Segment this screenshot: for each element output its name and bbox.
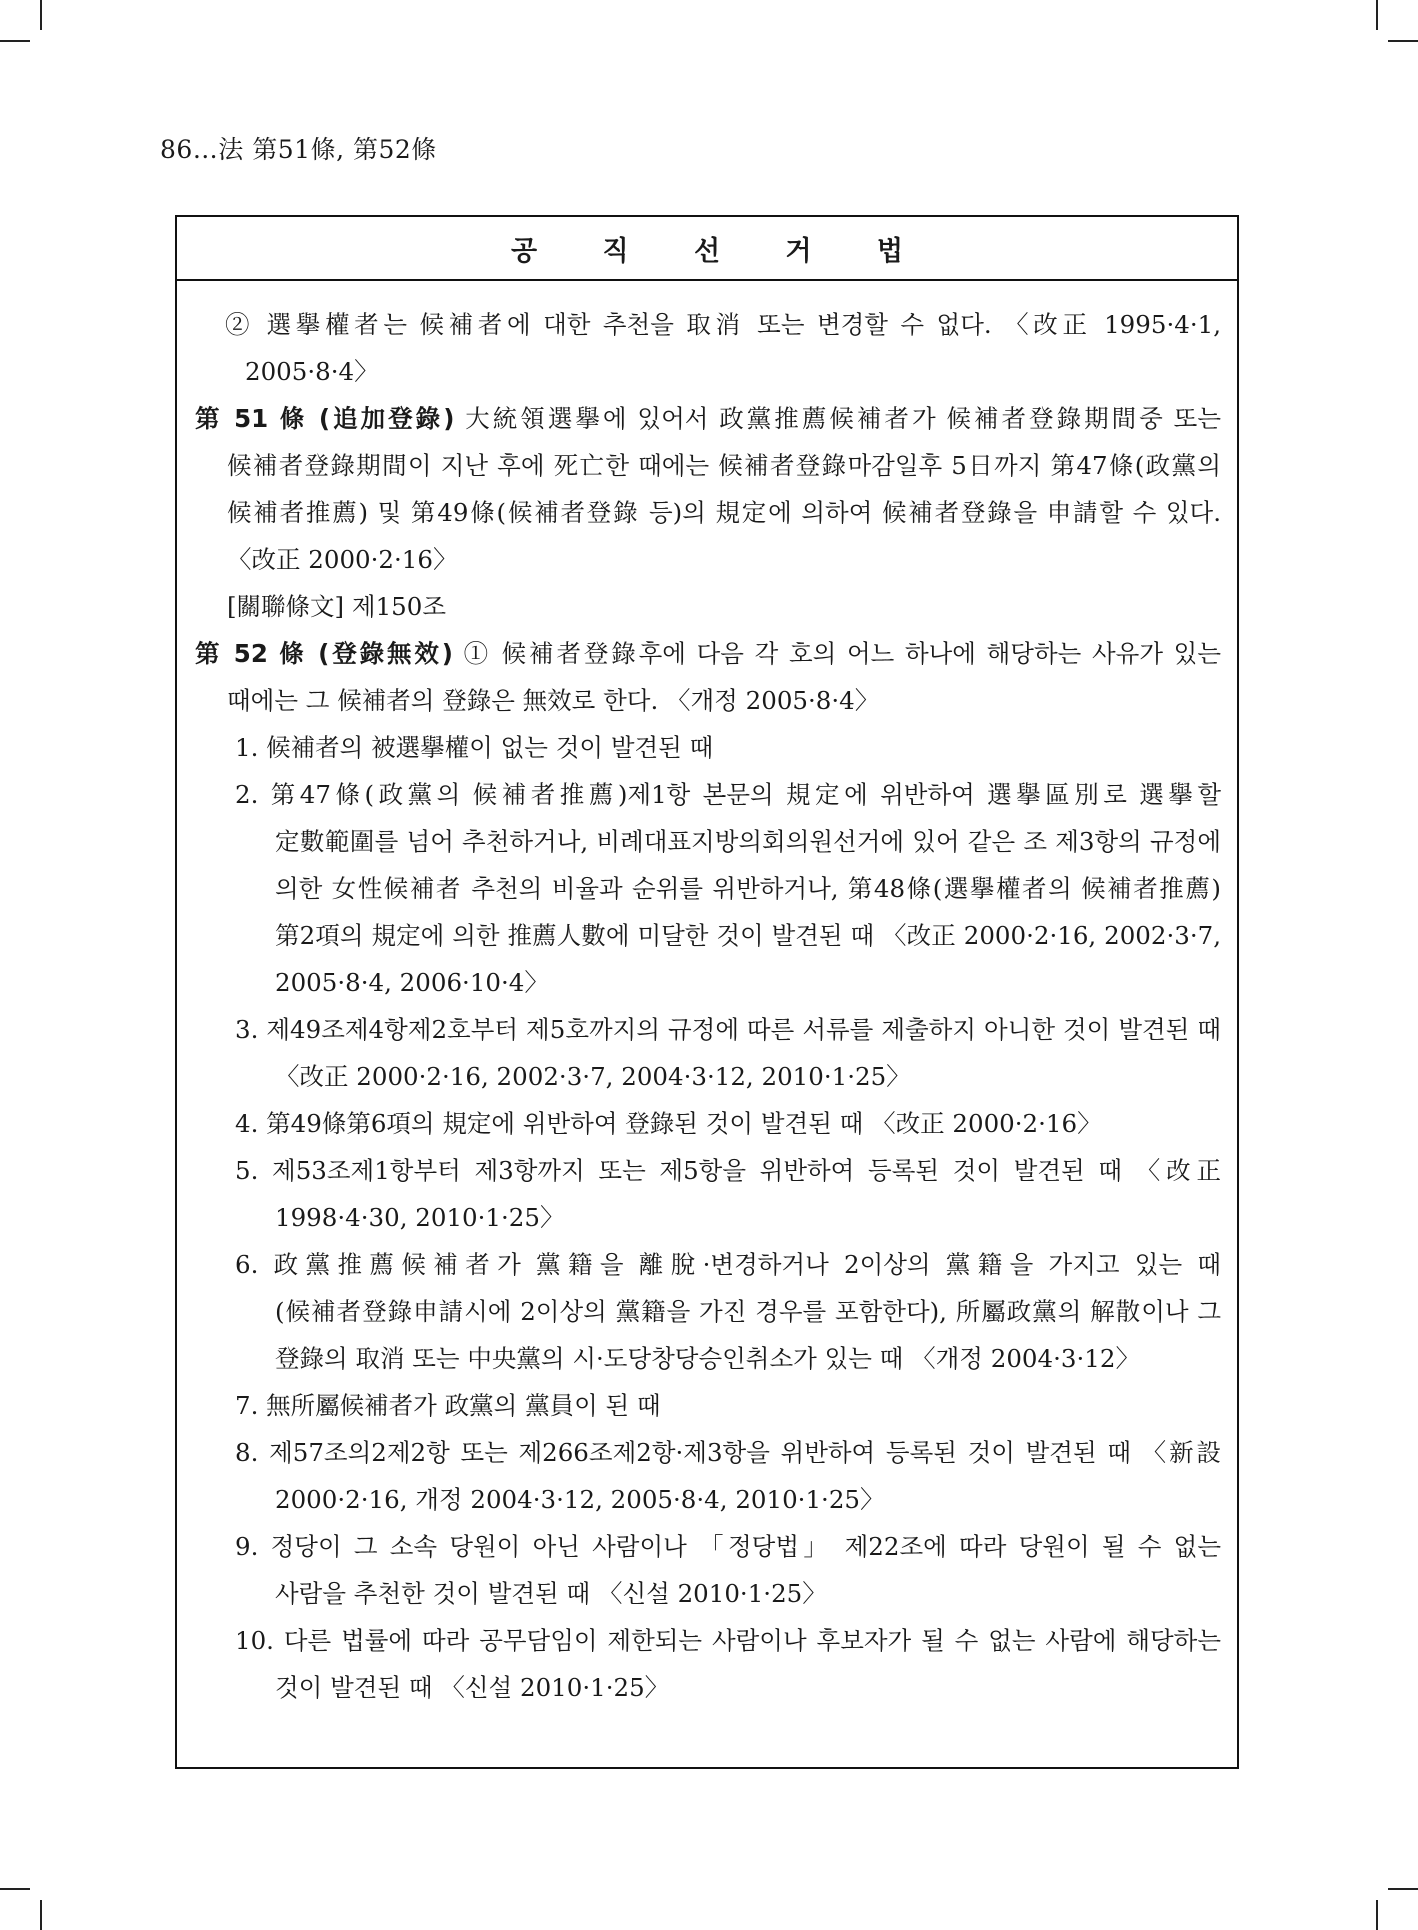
crop-mark — [0, 40, 30, 42]
list-item-2: 2. 第47條(政黨의 候補者推薦)제1항 본문의 規定에 위반하여 選擧區別로 選擧할 定數範圍를 넘어 추천하거나, 비례대표지방의회의원선거에 있어 같은 조 제3항의 규정에 의한 女性候補者 추천의 비율과 순위를 위반하거나, 第48條(選擧權者의 候補者推薦)第2項의 規定에 의한 推薦人數에 미달한 것이 발견된 때 〈改正 2000·2·16, 2002·3·7, 2005·8·4, 2006·10·4〉 — [235, 780, 1221, 997]
list-item-4: 4. 第49條第6項의 規定에 위반하여 登錄된 것이 발견된 때 〈改正 2000·2·16〉 — [235, 1109, 1102, 1138]
law-content — [195, 301, 1221, 1711]
paragraph-2-clause: ② 選擧權者는 候補者에 대한 추천을 取消 또는 변경할 수 없다. 〈改正 1995·4·1, 2005·8·4〉 — [225, 310, 1221, 386]
list-item-5: 5. 제53조제1항부터 제3항까지 또는 제5항을 위반하여 등록된 것이 발견된 때 〈改正 1998·4·30, 2010·1·25〉 — [235, 1156, 1221, 1232]
article-51-heading: 第 51 條 (追加登錄) — [195, 404, 455, 433]
crop-mark — [1388, 40, 1418, 42]
article-52 — [195, 630, 1221, 724]
list-item-8: 8. 제57조의2제2항 또는 제266조제2항·제3항을 위반하여 등록된 것이 발견된 때 〈新設 2000·2·16, 개정 2004·3·12, 2005·8·4, 2010·1·25〉 — [235, 1438, 1221, 1514]
crop-mark — [1388, 1888, 1418, 1890]
law-text-box — [175, 215, 1239, 1769]
list-item-9: 9. 정당이 그 소속 당원이 아닌 사람이나 「정당법」 제22조에 따라 당원이 될 수 없는 사람을 추천한 것이 발견된 때 〈신설 2010·1·25〉 — [235, 1532, 1221, 1608]
article-51-text: 大統領選擧에 있어서 政黨推薦候補者가 候補者登錄期間중 또는 候補者登錄期間이 지난 후에 死亡한 때에는 候補者登錄마감일후 5日까지 第47條(政黨의 候補者推薦) 및 第49條(候補者登錄 등)의 規定에 의하여 候補者登錄을 申請할 수 있다. 〈改正 2000·2·16〉 — [227, 404, 1221, 574]
list-item-1: 1. 候補者의 被選擧權이 없는 것이 발견된 때 — [235, 733, 714, 762]
list-item-10: 10. 다른 법률에 따라 공무담임이 제한되는 사람이나 후보자가 될 수 없는 사람에 해당하는 것이 발견된 때 〈신설 2010·1·25〉 — [235, 1626, 1221, 1702]
crop-mark — [40, 0, 42, 30]
box-title: 공 직 선 거 법 — [177, 217, 1237, 281]
article-52-heading: 第 52 條 (登錄無效) — [195, 639, 453, 668]
list-item-6: 6. 政黨推薦候補者가 黨籍을 離脫·변경하거나 2이상의 黨籍을 가지고 있는 때(候補者登錄申請시에 2이상의 黨籍을 가진 경우를 포함한다), 所屬政黨의 解散이나 그 登錄의 取消 또는 中央黨의 시·도당창당승인취소가 있는 때 〈개정 2004·3·12〉 — [235, 1250, 1221, 1373]
list-item-7: 7. 無所屬候補者가 政黨의 黨員이 된 때 — [235, 1391, 661, 1420]
crop-mark — [1376, 0, 1378, 30]
page-header: 86…法 第51條, 第52條 — [160, 135, 437, 164]
article-51 — [195, 395, 1221, 583]
article-52-text: ① 候補者登錄후에 다음 각 호의 어느 하나에 해당하는 사유가 있는 때에는 그 候補者의 登錄은 無效로 한다. 〈개정 2005·8·4〉 — [227, 639, 1221, 715]
crop-mark — [0, 1888, 30, 1890]
related-articles: [關聯條文] 제150조 — [227, 592, 447, 621]
crop-mark — [1376, 1900, 1378, 1930]
crop-mark — [40, 1900, 42, 1930]
list-item-3: 3. 제49조제4항제2호부터 제5호까지의 규정에 따른 서류를 제출하지 아니한 것이 발견된 때 〈改正 2000·2·16, 2002·3·7, 2004·3·12, 2010·1·25〉 — [235, 1015, 1221, 1091]
